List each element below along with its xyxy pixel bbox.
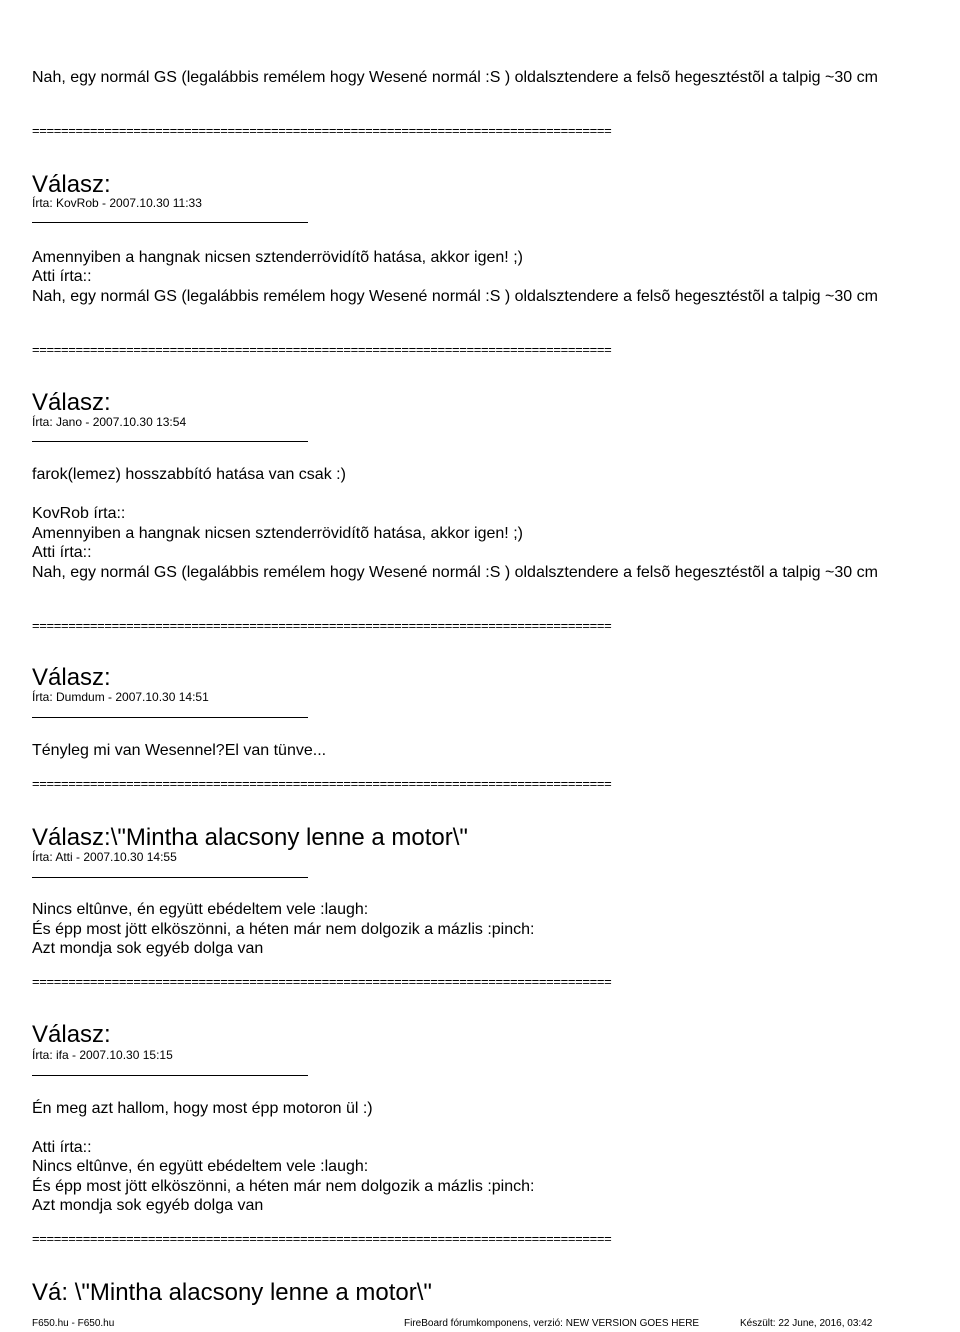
footer-generated-date: Készült: 22 June, 2016, 03:42 (740, 1318, 873, 1329)
post-5-quote-line: Nincs eltûnve, én együtt ebédeltem vele :laugh: (32, 1158, 369, 1175)
post-5-meta: Írta: ifa - 2007.10.30 15:15 (32, 1048, 173, 1062)
post-1-title: Válasz: (32, 171, 111, 198)
post-1-quote-text: Nah, egy normál GS (legalábbis remélem hogy Wesené normál :S ) oldalsztendere a felsõ hegesztéstõl a talpig ~30 cm (32, 288, 878, 305)
post-3-body: Tényleg mi van Wesennel?El van tünve... (32, 742, 327, 759)
post-2-quote-text: Amennyiben a hangnak nicsen sztenderrövidítõ hatása, akkor igen! ;) (32, 525, 523, 542)
post-4-body-line: Azt mondja sok egyéb dolga van (32, 940, 264, 957)
post-1-body: Amennyiben a hangnak nicsen sztenderrövidítõ hatása, akkor igen! ;) (32, 249, 523, 266)
separator: ================================================================================ (32, 777, 612, 791)
separator: ================================================================================ (32, 975, 612, 989)
post-5-title: Válasz: (32, 1021, 111, 1048)
post-4-rule (32, 877, 308, 878)
post-4-body-line: Nincs eltûnve, én együtt ebédeltem vele :laugh: (32, 901, 369, 918)
post-5-body: Én meg azt hallom, hogy most épp motoron ül :) (32, 1100, 373, 1117)
footer-credits: FireBoard fórumkomponens, verzió: NEW VERSION GOES HERE (404, 1318, 700, 1329)
separator: ================================================================================ (32, 124, 612, 138)
post-2-inner-quote-author: Atti írta:: (32, 544, 92, 561)
post-5-quote-author: Atti írta:: (32, 1139, 92, 1156)
post-2-quote-author: KovRob írta:: (32, 505, 126, 522)
post-2-meta: Írta: Jano - 2007.10.30 13:54 (32, 415, 187, 429)
post-1-meta: Írta: KovRob - 2007.10.30 11:33 (32, 196, 202, 210)
post-4-title: Válasz:\"Mintha alacsony lenne a motor\" (32, 824, 468, 851)
post-4-body-line: És épp most jött elköszönni, a héten már nem dolgozik a mázlis :pinch: (32, 921, 535, 938)
post-5-quote-line: Azt mondja sok egyéb dolga van (32, 1197, 264, 1214)
separator: ================================================================================ (32, 1232, 612, 1246)
post-5-quote-line: És épp most jött elköszönni, a héten már nem dolgozik a mázlis :pinch: (32, 1178, 535, 1195)
post-6-title: Vá: \"Mintha alacsony lenne a motor\" (32, 1279, 432, 1306)
post-2-rule (32, 441, 308, 442)
post-4-meta: Írta: Atti - 2007.10.30 14:55 (32, 850, 177, 864)
post-3-rule (32, 717, 308, 718)
post-5-rule (32, 1075, 308, 1076)
post-1-rule (32, 222, 308, 223)
post-3-title: Válasz: (32, 664, 111, 691)
separator: ================================================================================ (32, 619, 612, 633)
post-3-meta: Írta: Dumdum - 2007.10.30 14:51 (32, 690, 209, 704)
page-footer (32, 1318, 912, 1330)
post-2-title: Válasz: (32, 389, 111, 416)
post-1-quote-author: Atti írta:: (32, 268, 92, 285)
separator: ================================================================================ (32, 343, 612, 357)
post-2-inner-quote-text: Nah, egy normál GS (legalábbis remélem hogy Wesené normál :S ) oldalsztendere a felsõ hegesztéstõl a talpig ~30 cm (32, 564, 878, 581)
post-0-quote-text: Nah, egy normál GS (legalábbis remélem hogy Wesené normál :S ) oldalsztendere a felsõ hegesztéstõl a talpig ~30 cm (32, 69, 878, 86)
footer-site: F650.hu - F650.hu (32, 1318, 115, 1329)
post-2-body: farok(lemez) hosszabbító hatása van csak :) (32, 466, 346, 483)
